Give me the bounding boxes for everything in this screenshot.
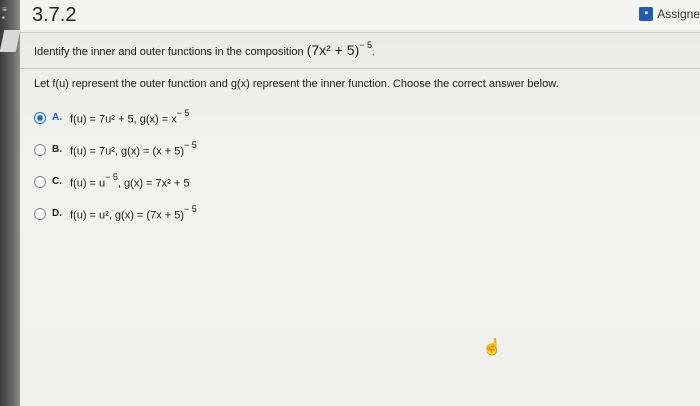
- prompt-divider: [20, 68, 700, 69]
- instruction-text: Let f(u) represent the outer function and g(x) represent the inner function. Choose the correct answer below.: [34, 78, 559, 90]
- option-d-letter: D.: [52, 208, 62, 220]
- option-d[interactable]: [34, 206, 197, 222]
- option-b[interactable]: [34, 142, 197, 158]
- side-panel-edge: [0, 0, 22, 406]
- option-a-letter: A.: [52, 112, 62, 124]
- composition-exponent: − 5: [359, 40, 373, 51]
- logo-mark: [0, 30, 20, 52]
- question-page: [20, 0, 700, 406]
- radio-c[interactable]: [34, 176, 46, 188]
- option-d-text: [70, 206, 197, 222]
- option-a-text: [70, 110, 189, 126]
- option-b-text: [70, 142, 197, 158]
- radio-d[interactable]: [34, 208, 46, 220]
- prompt-prefix: Identify the inner and outer functions in the composition: [34, 46, 304, 58]
- option-c-text: [70, 174, 189, 190]
- option-b-main: f(u) = 7u², g(x) = (x + 5): [70, 145, 185, 158]
- option-d-main: f(u) = u², g(x) = (7x + 5): [70, 209, 185, 222]
- option-b-letter: B.: [52, 144, 62, 156]
- option-c-rest: , g(x) = 7x² + 5: [117, 177, 190, 190]
- option-a-sup: − 5: [176, 108, 190, 118]
- radio-b[interactable]: [34, 144, 46, 156]
- option-d-sup: − 5: [184, 204, 197, 214]
- header-divider: [20, 32, 700, 33]
- side-panel-label: ≡ ▪: [2, 5, 7, 22]
- assignment-button[interactable]: [639, 4, 700, 24]
- option-c-main: f(u) = u: [70, 177, 106, 190]
- assignment-icon: ▪: [639, 7, 653, 21]
- option-a-main: f(u) = 7u² + 5, g(x) = x: [70, 113, 177, 126]
- option-c[interactable]: [34, 174, 189, 190]
- option-a[interactable]: [34, 110, 189, 126]
- option-c-sup: − 5: [105, 172, 118, 182]
- question-prompt: [34, 42, 375, 58]
- composition-expression: (7x² + 5): [306, 42, 360, 58]
- option-b-sup: − 5: [184, 140, 197, 150]
- top-bar: [20, 0, 700, 30]
- prompt-suffix: .: [372, 46, 376, 58]
- radio-a[interactable]: [34, 112, 46, 124]
- hand-pointer-icon: ☝: [482, 339, 502, 356]
- assignment-label: Assigne: [657, 7, 700, 21]
- section-title: 3.7.2: [32, 4, 77, 26]
- option-c-letter: C.: [52, 176, 62, 188]
